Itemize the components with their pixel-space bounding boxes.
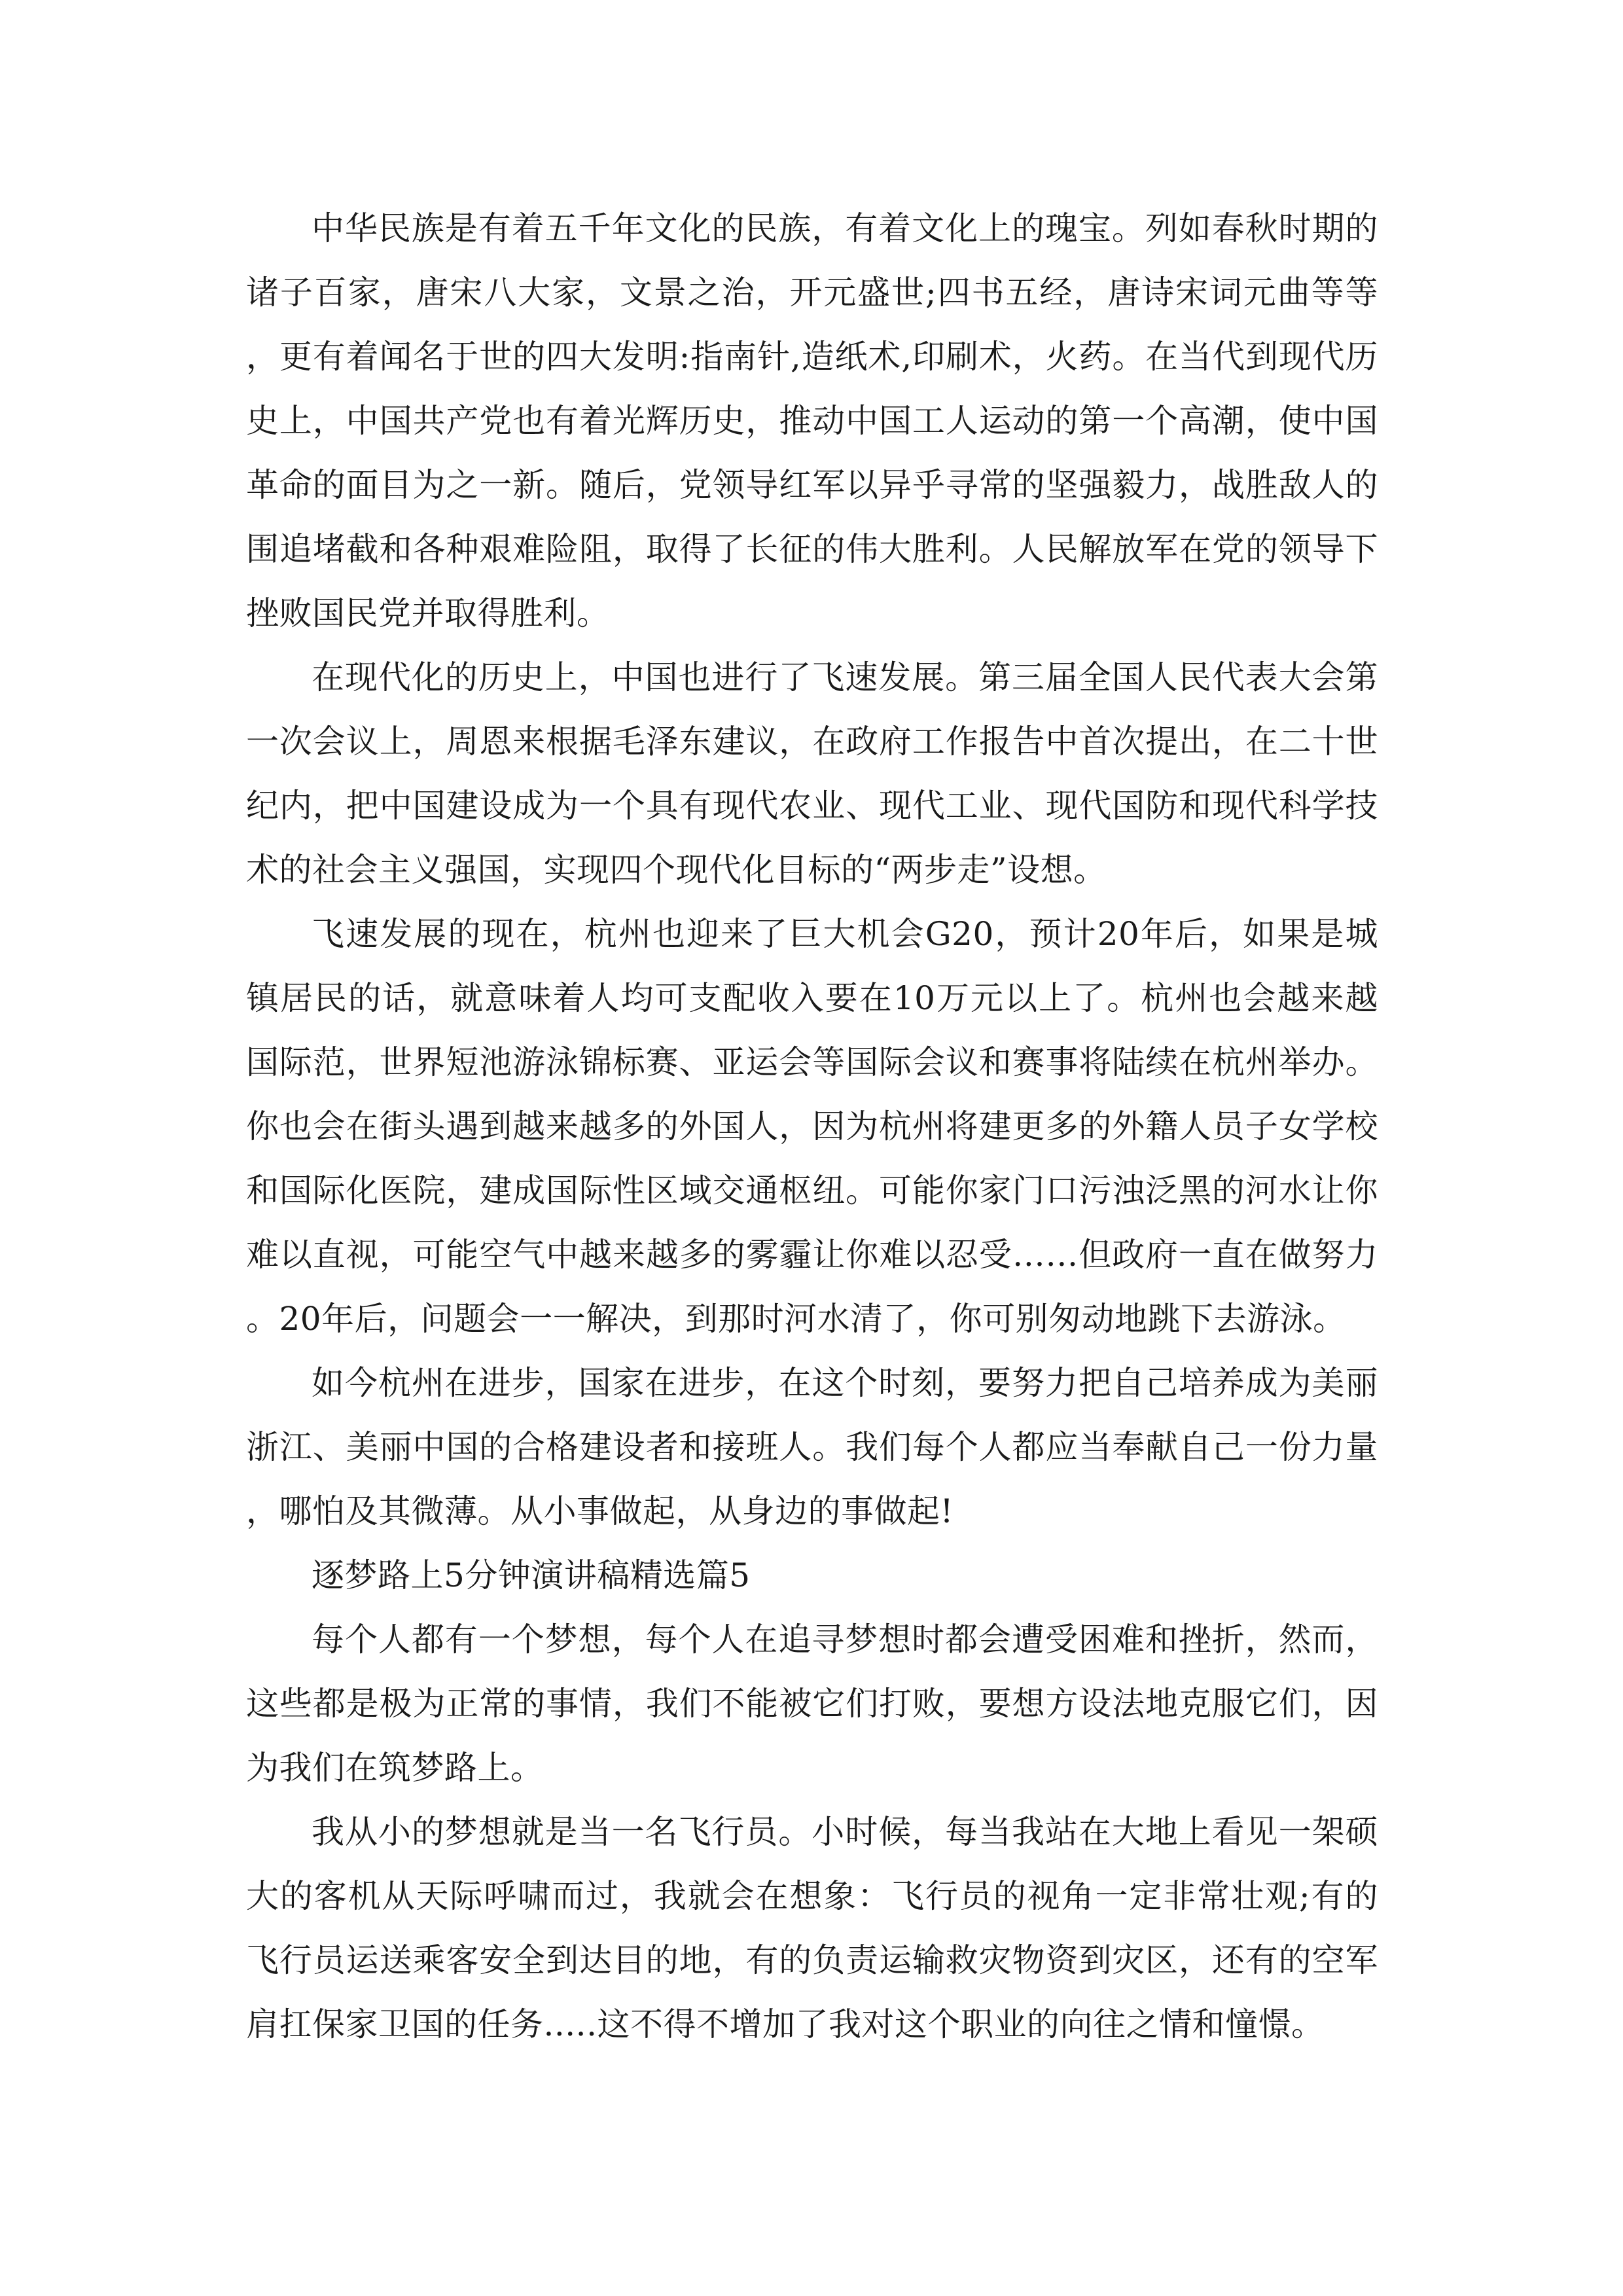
paragraph-pilot-dream: 我从小的梦想就是当一名飞行员。小时候，每当我站在大地上看见一架硕大的客机从天际呼啸而过，我就会在想象：飞行员的视角一定非常壮观;有的飞行员运送乘客安全到达目的地，有的负责运输救灾物资到灾区，还有的空军肩扛保家卫国的任务.....这不得不增加了我对这个职业的向往之情和憧憬。 [246,1813,1378,2043]
document-body [246,196,1378,2056]
paragraph-dreams: 每个人都有一个梦想，每个人在追寻梦想时都会遭受困难和挫折，然而，这些都是极为正常的事情，我们不能被它们打败，要想方设法地克服它们，因为我们在筑梦路上。 [246,1621,1378,1787]
paragraph-hangzhou-progress: 如今杭州在进步，国家在进步，在这个时刻，要努力把自己培养成为美丽浙江、美丽中国的合格建设者和接班人。我们每个人都应当奉献自己一份力量，哪怕及其微薄。从小事做起，从身边的事做起! [246,1364,1378,1530]
paragraph-modernization: 在现代化的历史上，中国也进行了飞速发展。第三届全国人民代表大会第一次会议上，周恩来根据毛泽东建议，在政府工作报告中首次提出，在二十世纪内，把中国建设成为一个具有现代农业、现代工业、现代国防和现代科学技术的社会主义强国，实现四个现代化目标的“两步走”设想。 [246,658,1378,889]
section-heading: 逐梦路上5分钟演讲稿精选篇5 [312,1556,751,1594]
paragraph-hangzhou-development: 飞速发展的现在，杭州也迎来了巨大机会G20，预计20年后，如果是城镇居民的话，就意味着人均可支配收入要在10万元以上了。杭州也会越来越国际范，世界短池游泳锦标赛、亚运会等国际会议和赛事将陆续在杭州举办。你也会在街头遇到越来越多的外国人，因为杭州将建更多的外籍人员子女学校和国际化医院，建成国际性区域交通枢纽。可能你家门口污浊泛黑的河水让你难以直视，可能空气中越来越多的雾霾让你难以忍受……但政府一直在做努力。20年后，问题会一一解决，到那时河水清了，你可别匆动地跳下去游泳。 [246,915,1378,1338]
paragraph-chinese-culture: 中华民族是有着五千年文化的民族，有着文化上的瑰宝。列如春秋时期的诸子百家，唐宋八大家，文景之治，开元盛世;四书五经，唐诗宋词元曲等等，更有着闻名于世的四大发明:指南针,造纸术,印刷术，火药。在当代到现代历史上，中国共产党也有着光辉历史，推动中国工人运动的第一个高潮，使中国革命的面目为之一新。随后，党领导红军以异乎寻常的坚强毅力，战胜敌人的围追堵截和各种艰难险阻，取得了长征的伟大胜利。人民解放军在党的领导下挫败国民党并取得胜利。 [246,209,1378,632]
